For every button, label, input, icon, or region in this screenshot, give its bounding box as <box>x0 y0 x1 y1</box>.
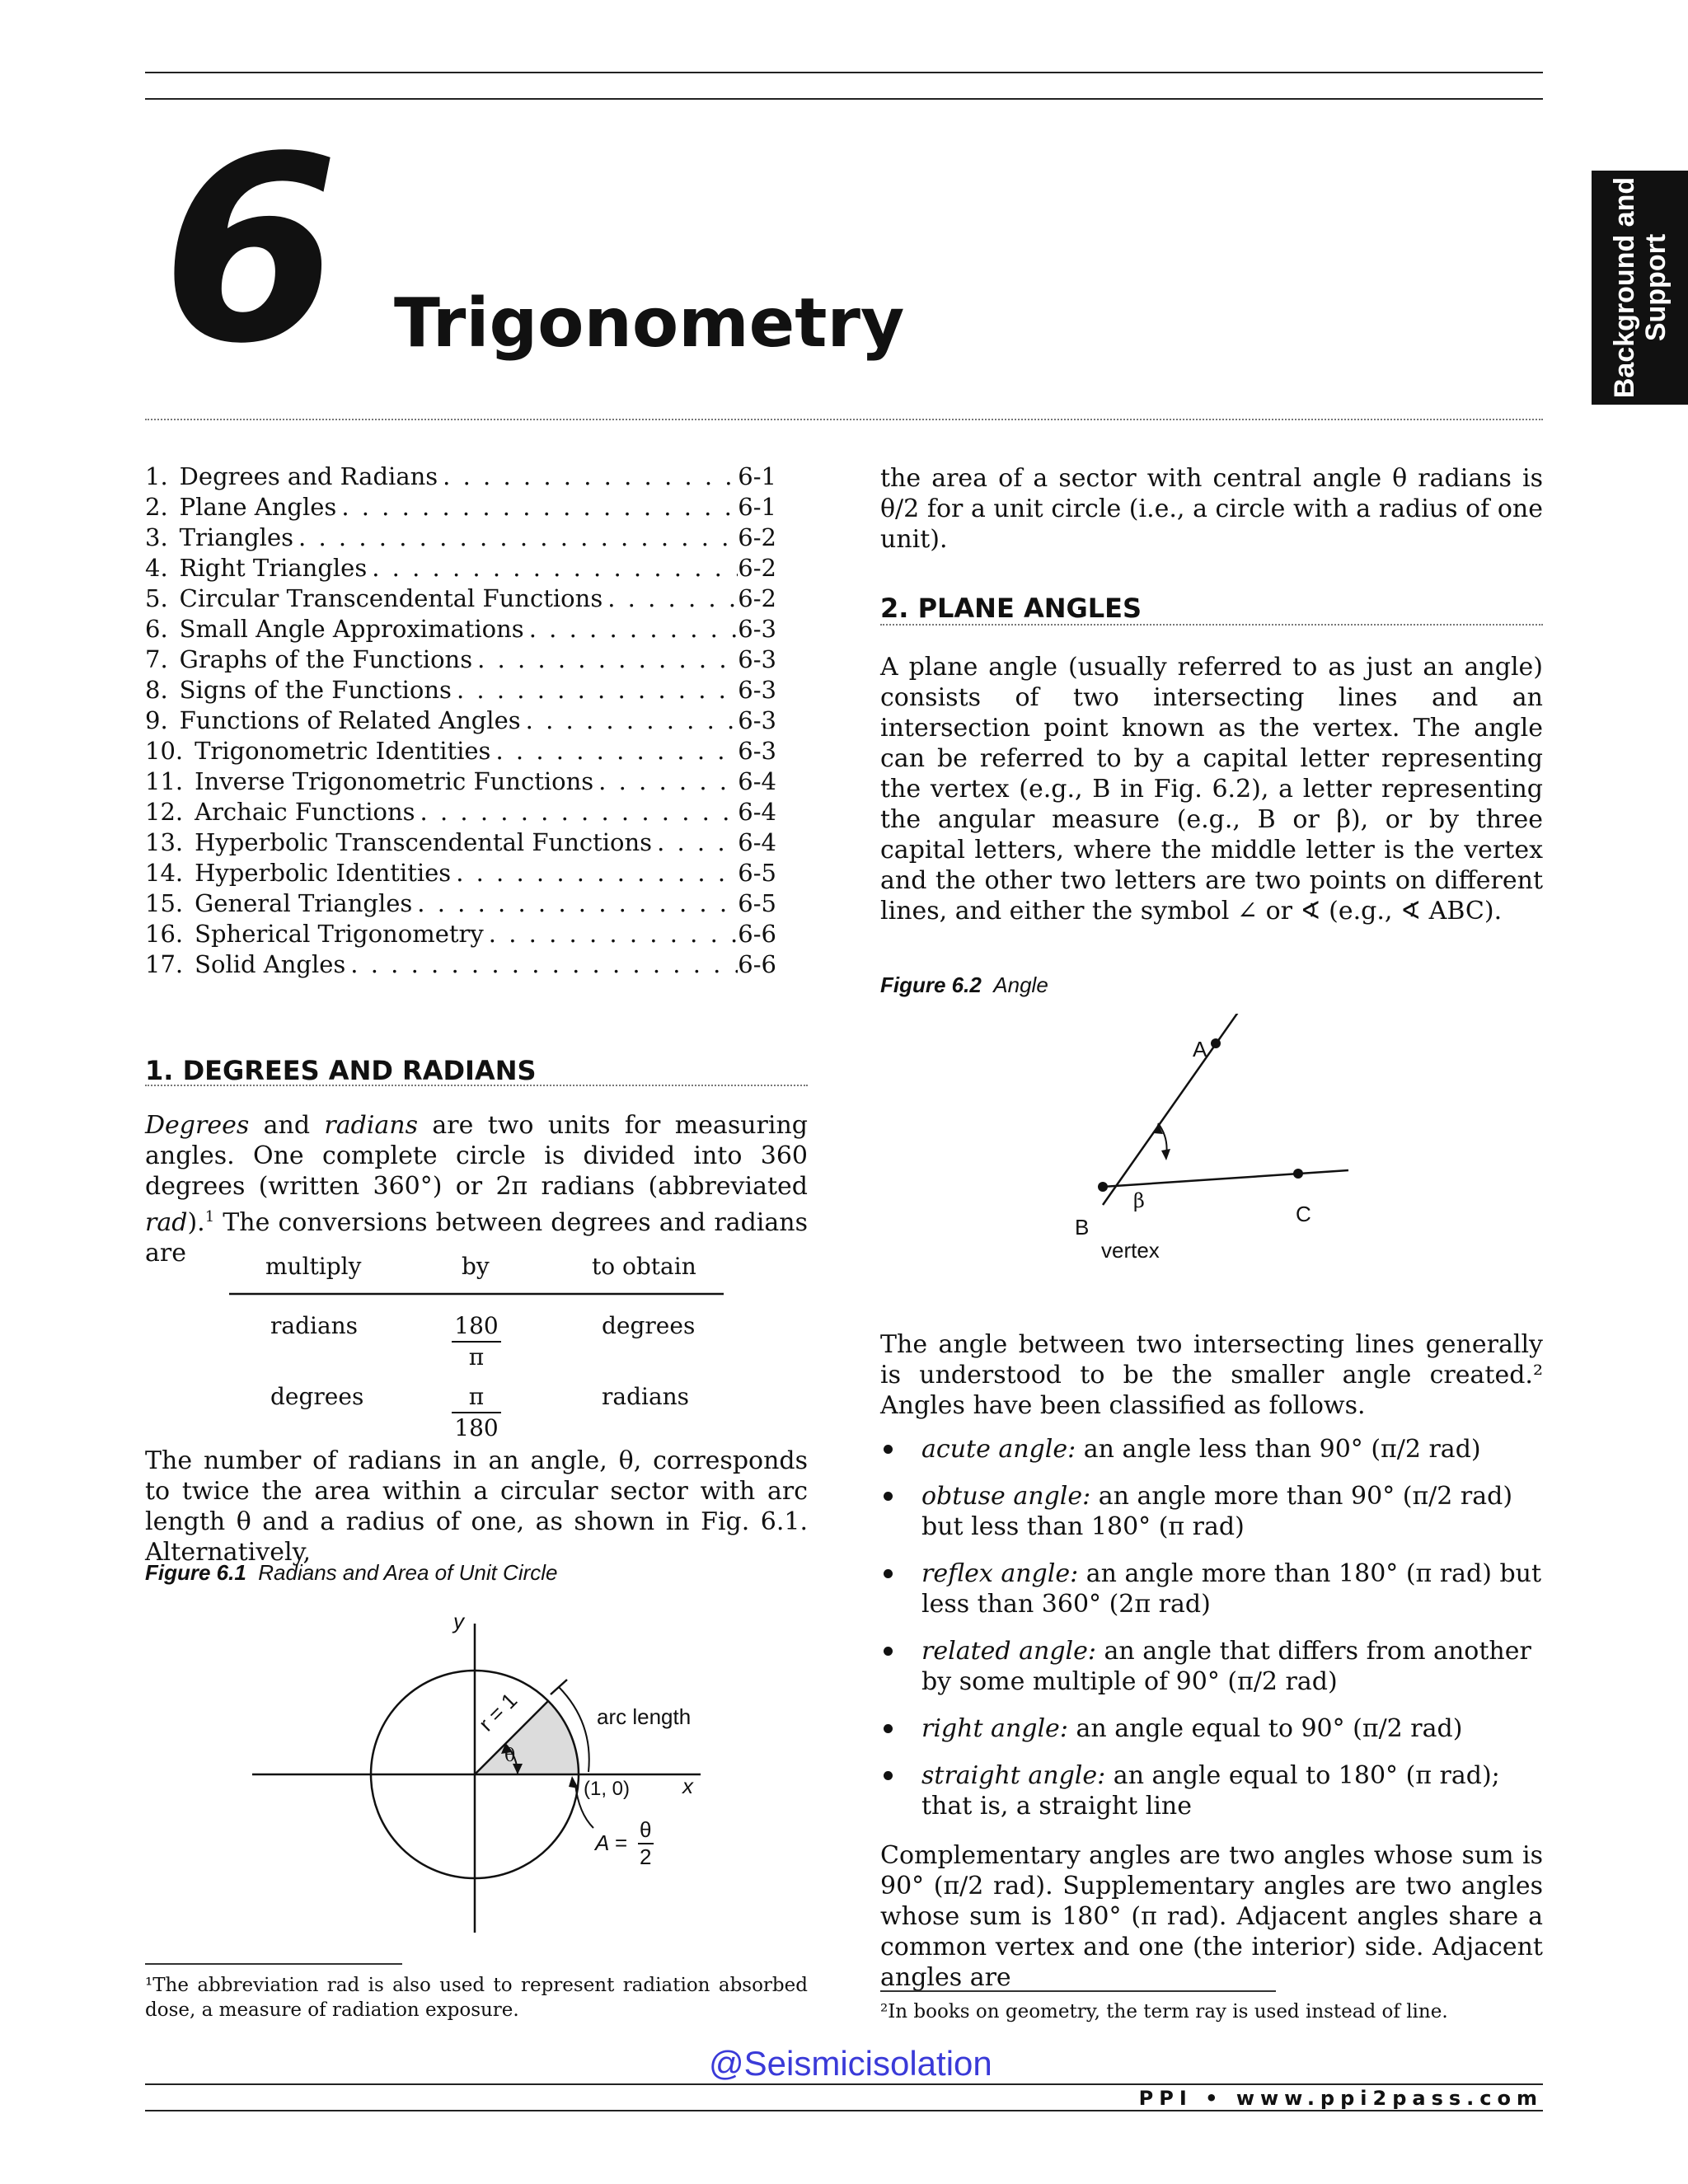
figure-6-1-title: Radians and Area of Unit Circle <box>258 1560 558 1585</box>
toc-entry <box>145 462 776 492</box>
toc-number: 5. <box>145 584 168 612</box>
toc-leader <box>345 949 738 980</box>
toc-number: 4. <box>145 554 168 582</box>
angle-term: obtuse angle: <box>921 1482 1091 1511</box>
toc-page: 6-3 <box>738 737 776 765</box>
toc-leader <box>336 492 738 523</box>
fig1-arc-length-label: arc length <box>597 1704 692 1729</box>
figure-6-1-caption <box>145 1560 558 1586</box>
toc-entry <box>145 553 776 583</box>
toc-title: Right Triangles <box>179 554 368 582</box>
toc-page: 6-4 <box>738 767 776 795</box>
row1-obtain: degrees <box>602 1312 696 1339</box>
toc-leader <box>472 644 738 675</box>
toc-title: Small Angle Approximations <box>179 615 524 643</box>
toc-page: 6-2 <box>738 523 776 551</box>
section-2-paragraph-1: A plane angle (usually referred to as just an angle) consists of two intersecting lines and an intersection point known as the vertex. The angle can be referred to by a capital letter representing the vertex (e.g., B in Fig. 6.2), a letter representing the angular measure (e.g., B or β), or by three capital letters, where the middle letter is the vertex and the other two letters are two points on different lines, and either the symbol ∠ or ∢ (e.g., ∢ ABC). <box>880 653 1543 926</box>
figure-6-1-label: Figure 6.1 <box>145 1560 246 1585</box>
chapter-number: 6 <box>162 102 333 400</box>
toc-number: 8. <box>145 676 168 704</box>
fig1-area-denominator: 2 <box>640 1844 652 1869</box>
toc-page: 6-1 <box>738 462 776 490</box>
angle-term: acute angle: <box>921 1435 1076 1464</box>
toc-title: Functions of Related Angles <box>179 706 521 734</box>
title-divider <box>145 419 1543 420</box>
section-2-divider <box>880 624 1543 626</box>
table-of-contents <box>145 462 776 980</box>
row1-multiply: radians <box>270 1312 359 1339</box>
toc-entry <box>145 827 776 858</box>
fig2-label-b: B <box>1075 1215 1090 1240</box>
toc-entry <box>145 766 776 797</box>
toc-leader <box>603 583 738 614</box>
toc-number: 13. <box>145 828 184 856</box>
toc-title: Spherical Trigonometry <box>195 920 484 948</box>
toc-page: 6-5 <box>738 859 776 887</box>
watermark: @Seismicisolation <box>709 2044 992 2083</box>
figure-6-2-caption <box>880 972 1048 998</box>
list-item <box>880 1434 1543 1465</box>
toc-entry <box>145 644 776 675</box>
fig1-theta-label: θ <box>504 1746 516 1766</box>
row1-denominator: π <box>468 1343 485 1371</box>
toc-number: 1. <box>145 462 168 490</box>
toc-page: 6-4 <box>738 828 776 856</box>
toc-leader <box>415 797 738 827</box>
toc-leader <box>367 553 738 583</box>
toc-number: 6. <box>145 615 168 643</box>
toc-title: General Triangles <box>195 889 413 917</box>
toc-number: 7. <box>145 645 168 673</box>
row2-obtain: radians <box>602 1383 690 1410</box>
toc-entry <box>145 523 776 553</box>
toc-number: 2. <box>145 493 168 521</box>
toc-title: Degrees and Radians <box>179 462 438 490</box>
toc-number: 12. <box>145 798 184 826</box>
toc-entry <box>145 492 776 523</box>
toc-leader <box>593 766 738 797</box>
fig2-label-beta: β <box>1133 1189 1145 1212</box>
top-rule-1 <box>145 72 1543 73</box>
angle-definition: an angle that differs from another by some multiple of 90° (π/2 rad) <box>921 1637 1531 1696</box>
toc-title: Hyperbolic Identities <box>195 859 452 887</box>
toc-number: 10. <box>145 737 184 765</box>
toc-number: 11. <box>145 767 184 795</box>
angle-term: reflex angle: <box>921 1559 1079 1588</box>
row2-denominator: 180 <box>454 1414 499 1441</box>
row2-multiply: degrees <box>270 1383 364 1410</box>
section-1-divider <box>145 1085 808 1086</box>
section-1-paragraph-2: The number of radians in an angle, θ, corresponds to twice the area within a circular sector with arc length θ and a radius of one, as shown in Fig. 6.1. Alternatively, <box>145 1446 808 1567</box>
fig2-label-a: A <box>1193 1037 1207 1062</box>
toc-number: 16. <box>145 920 184 948</box>
angle-classification-list <box>880 1434 1543 1838</box>
toc-leader <box>438 462 738 492</box>
fig1-x-label: x <box>682 1774 693 1798</box>
list-item <box>880 1713 1543 1744</box>
angle-definition: an angle more than 90° (π/2 rad) but less than 180° (π rad) <box>921 1482 1513 1541</box>
section-2-heading: 2. PLANE ANGLES <box>880 593 1142 624</box>
toc-page: 6-3 <box>738 645 776 673</box>
col-header-to-obtain: to obtain <box>592 1253 696 1280</box>
top-rule-2 <box>145 98 1543 100</box>
footnote-1-rule <box>145 1963 402 1965</box>
angle-definition: an angle less than 90° (π/2 rad) <box>1076 1435 1481 1464</box>
toc-entry <box>145 583 776 614</box>
figure-6-2-label: Figure 6.2 <box>880 972 982 997</box>
toc-page: 6-6 <box>738 950 776 978</box>
figure-6-2-diagram <box>1088 1014 1385 1228</box>
toc-entry <box>145 888 776 919</box>
section-2-paragraph-3: Complementary angles are two angles whose sum is 90° (π/2 rad). Supplementary angles are two angles whose sum is 180° (π rad). Adjacent angles share a common vertex and one (the interior) side. Adjacent angles are <box>880 1841 1543 1992</box>
toc-title: Signs of the Functions <box>179 676 452 704</box>
toc-leader <box>412 888 738 919</box>
footnote-2: ²In books on geometry, the term ray is used instead of line. <box>880 2001 1448 2022</box>
toc-number: 9. <box>145 706 168 734</box>
col-header-by: by <box>462 1253 490 1280</box>
toc-title: Graphs of the Functions <box>179 645 473 673</box>
angle-term: straight angle: <box>921 1761 1106 1790</box>
section-1-paragraph-1: Degrees and radians are two units for measuring angles. One complete circle is divided into 360 degrees (written 360°) or 2π radians (abbreviated rad).$^1$ The conversions between degrees and radians are <box>145 1111 808 1268</box>
section-1-heading: 1. DEGREES AND RADIANS <box>145 1055 537 1086</box>
toc-page: 6-6 <box>738 920 776 948</box>
toc-number: 15. <box>145 889 184 917</box>
list-item <box>880 1558 1543 1619</box>
toc-page: 6-3 <box>738 615 776 643</box>
toc-title: Archaic Functions <box>195 798 415 826</box>
toc-entry <box>145 949 776 980</box>
toc-leader <box>524 614 738 644</box>
fig1-area-numerator: θ <box>638 1817 653 1844</box>
toc-leader <box>293 523 738 553</box>
fig2-label-c: C <box>1296 1202 1311 1226</box>
list-item <box>880 1760 1543 1821</box>
footer-rule-2 <box>145 2110 1543 2111</box>
footnote-1: ¹The abbreviation rad is also used to represent radiation absorbed dose, a measure of radiation exposure. <box>145 1975 808 2021</box>
angle-term: right angle: <box>921 1714 1068 1743</box>
section-2-paragraph-2: The angle between two intersecting lines generally is understood to be the smaller angle created.² Angles have been classified as follows. <box>880 1330 1543 1420</box>
col-header-multiply: multiply <box>265 1253 362 1280</box>
toc-title: Plane Angles <box>179 493 337 521</box>
figure-6-1-diagram <box>239 1607 816 1953</box>
fig1-y-label: y <box>453 1609 464 1633</box>
footer-rule-1 <box>145 2083 1543 2085</box>
toc-title: Hyperbolic Transcendental Functions <box>195 828 653 856</box>
toc-number: 3. <box>145 523 168 551</box>
toc-title: Solid Angles <box>195 950 346 978</box>
toc-title: Inverse Trigonometric Functions <box>195 767 594 795</box>
figure-6-2-title: Angle <box>993 972 1048 997</box>
toc-number: 17. <box>145 950 184 978</box>
list-item <box>880 1481 1543 1542</box>
toc-page: 6-1 <box>738 493 776 521</box>
toc-page: 6-3 <box>738 706 776 734</box>
toc-leader <box>490 736 738 766</box>
toc-entry <box>145 675 776 705</box>
angle-definition: an angle more than 180° (π rad) but less than 360° (2π rad) <box>921 1559 1542 1619</box>
fig1-point-label: (1, 0) <box>584 1778 631 1800</box>
toc-page: 6-3 <box>738 676 776 704</box>
side-tab-label: Background and Support <box>1608 176 1672 399</box>
toc-title: Trigonometric Identities <box>195 737 491 765</box>
toc-page: 6-4 <box>738 798 776 826</box>
chapter-title: Trigonometry <box>394 284 905 363</box>
fig2-label-vertex: vertex <box>1101 1238 1160 1263</box>
toc-page: 6-5 <box>738 889 776 917</box>
toc-number: 14. <box>145 859 184 887</box>
toc-leader <box>484 919 738 949</box>
toc-entry <box>145 919 776 949</box>
toc-page: 6-2 <box>738 584 776 612</box>
section-side-tab <box>1592 171 1688 405</box>
footer-website: PPI • www.ppi2pass.com <box>1138 2087 1543 2110</box>
toc-leader <box>521 705 738 736</box>
toc-leader <box>452 675 738 705</box>
toc-entry <box>145 614 776 644</box>
toc-entry <box>145 797 776 827</box>
list-item <box>880 1636 1543 1697</box>
angle-term: related angle: <box>921 1637 1096 1666</box>
right-column-continuation: the area of a sector with central angle θ radians is θ/2 for a unit circle (i.e., a circle with a radius of one unit). <box>880 464 1543 554</box>
angle-definition: an angle equal to 90° (π/2 rad) <box>1067 1714 1463 1743</box>
fig1-area-lhs: A = <box>595 1830 627 1855</box>
toc-title: Triangles <box>179 523 294 551</box>
toc-page: 6-2 <box>738 554 776 582</box>
toc-entry <box>145 736 776 766</box>
toc-leader <box>451 858 738 888</box>
angle-definition: an angle equal to 180° (π rad); that is, a straight line <box>921 1761 1500 1821</box>
row2-numerator: π <box>468 1383 485 1410</box>
footnote-2-rule <box>880 1990 1276 1992</box>
row1-numerator: 180 <box>454 1312 499 1339</box>
toc-title: Circular Transcendental Functions <box>179 584 603 612</box>
toc-entry <box>145 705 776 736</box>
fig1-area-formula <box>595 1817 654 1870</box>
term-radians: radians <box>324 1111 419 1140</box>
toc-leader <box>652 827 738 858</box>
fig1-radius-label: r = 1 <box>473 1687 523 1736</box>
toc-entry <box>145 858 776 888</box>
term-degrees: Degrees <box>145 1111 250 1140</box>
